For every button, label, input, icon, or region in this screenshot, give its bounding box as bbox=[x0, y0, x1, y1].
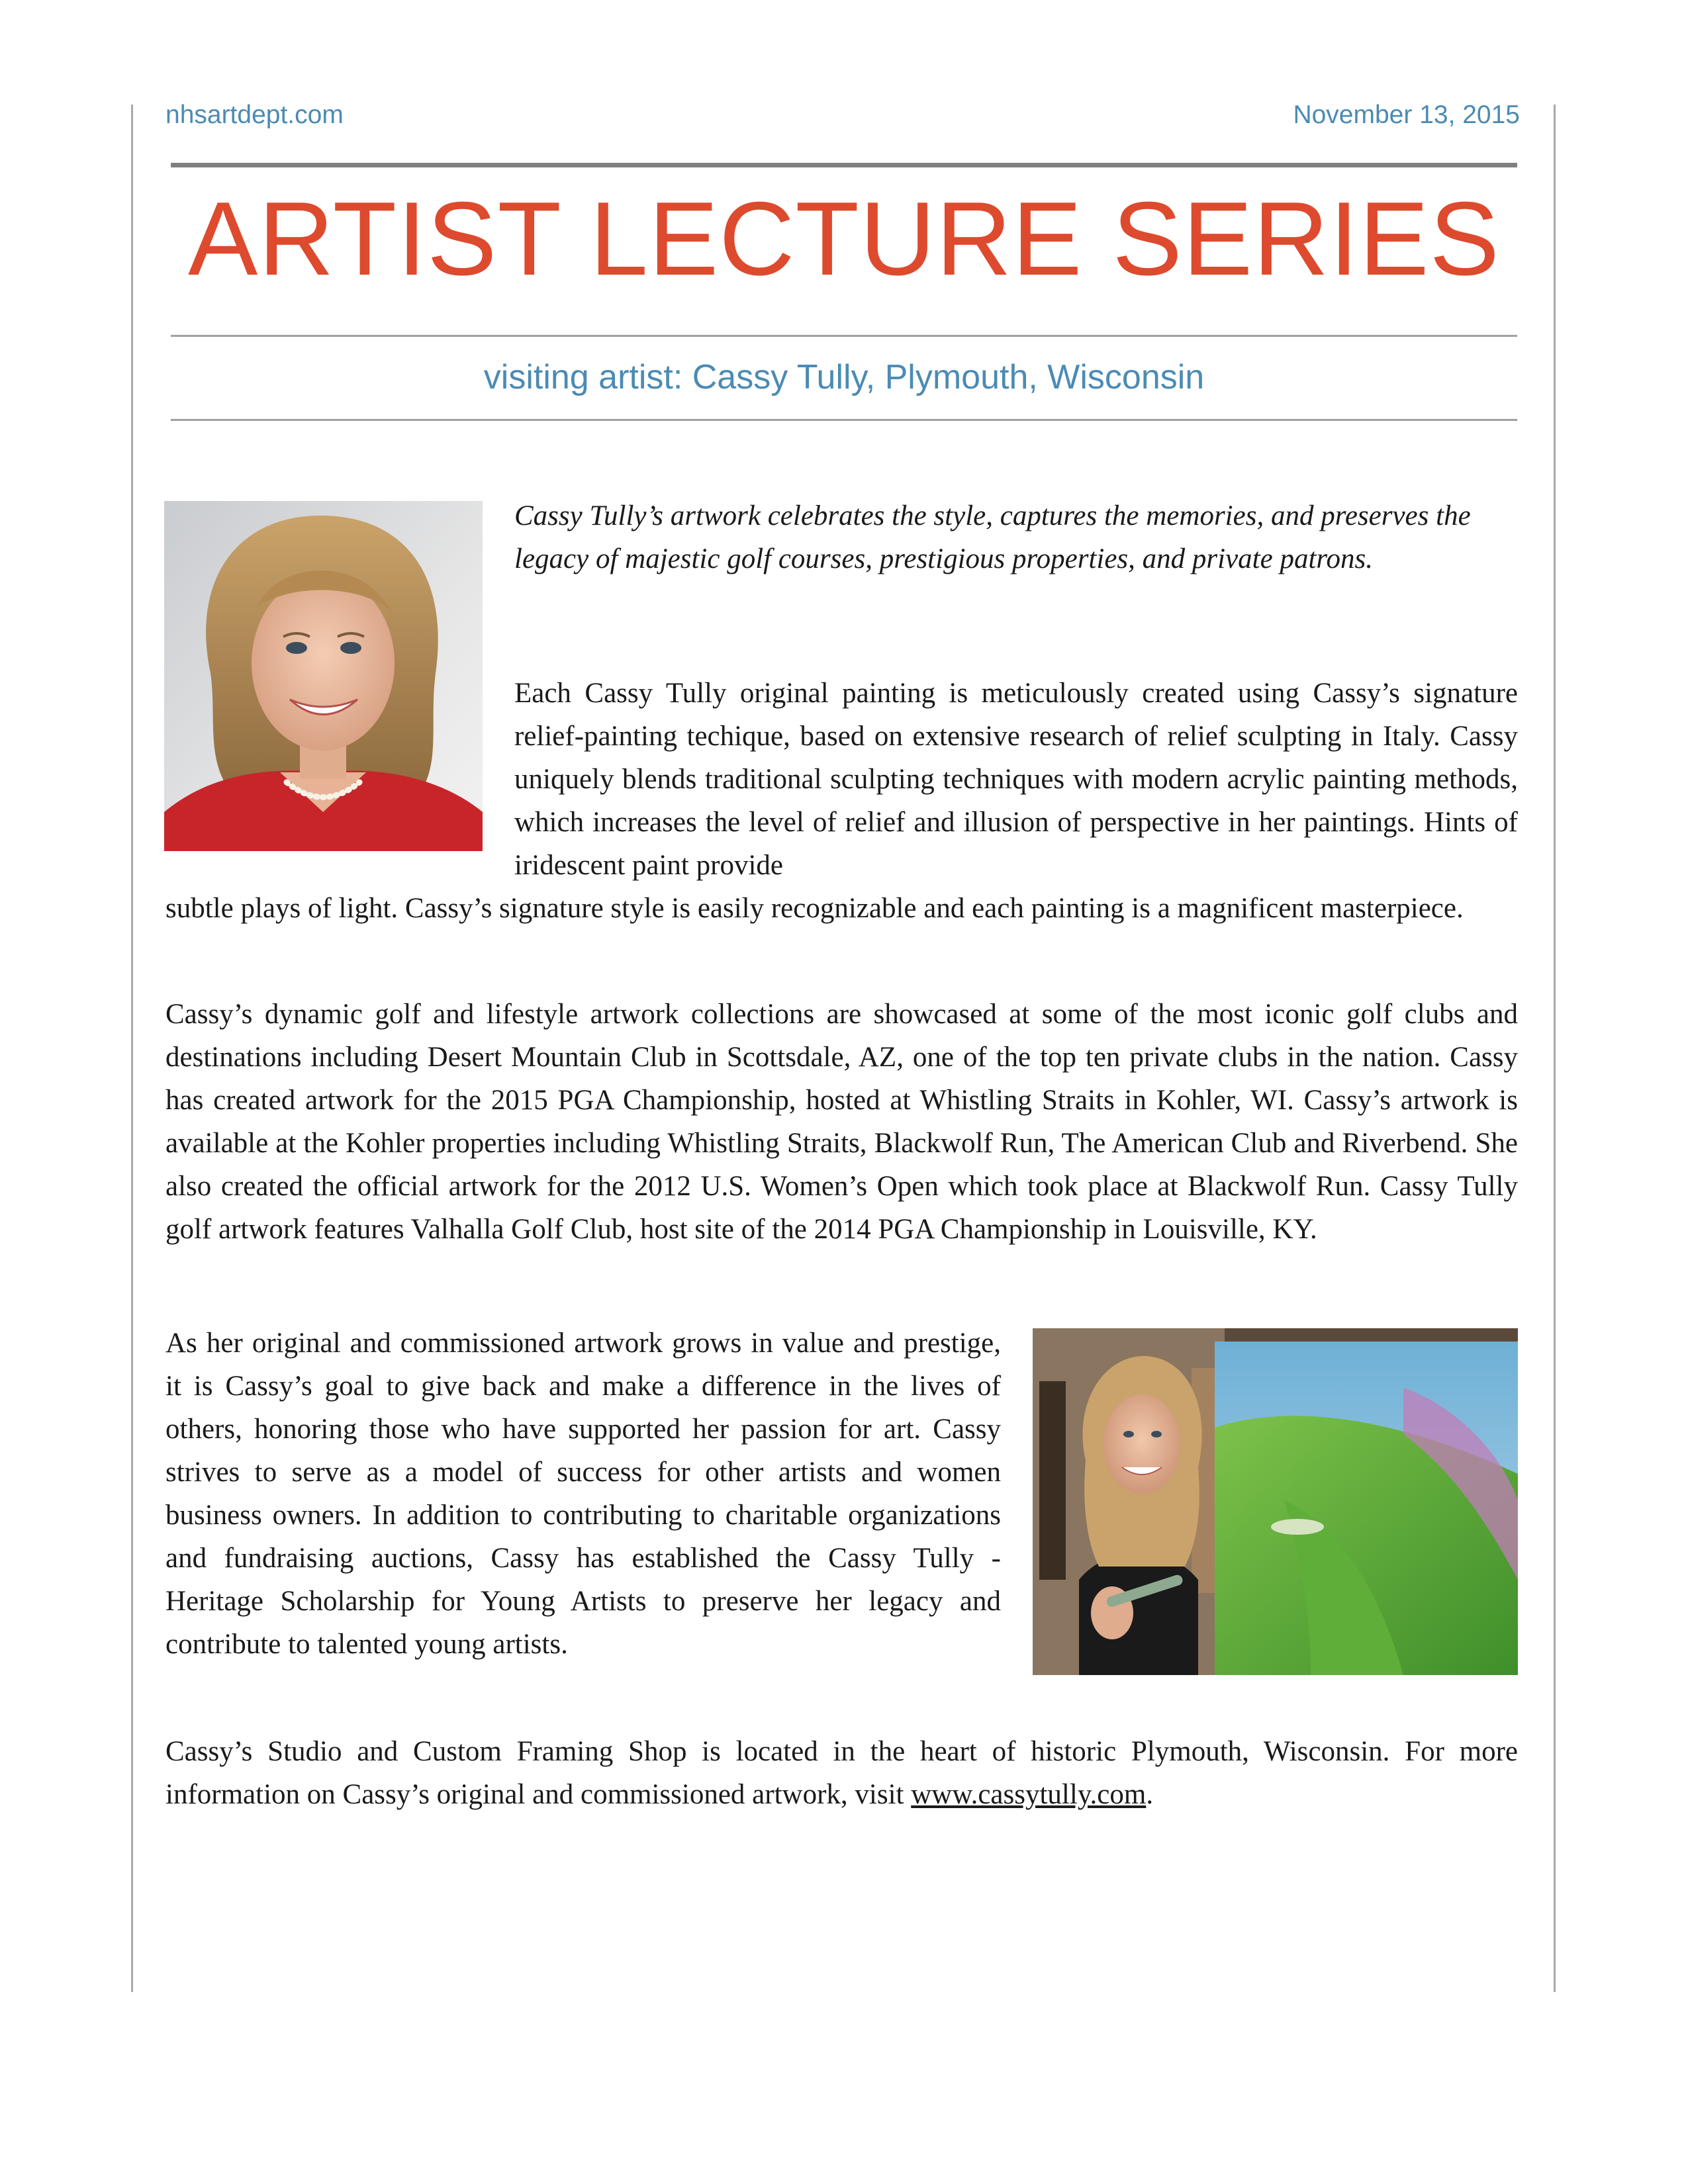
title-rule-bottom bbox=[171, 335, 1517, 337]
subtitle-rule-bottom bbox=[171, 419, 1517, 421]
artist-portrait-photo bbox=[164, 501, 483, 851]
paragraph-technique: Each Cassy Tully original painting is meticulously created using Cassy’s signature relief-painting techique, based on extensive research of relief sculpting in Italy. Cassy uniquely blends traditional sculpting techniques with modern acrylic painting methods, which increases the level of relief and illusion of perspective in her paintings. Hints of iridescent paint provide bbox=[514, 678, 1518, 881]
studio-text-end: . bbox=[1146, 1779, 1154, 1810]
paragraph-collections: Cassy’s dynamic golf and lifestyle artwork collections are showcased at some of the most iconic golf clubs and destinations including Desert Mountain Club in Scottsdale, AZ, one of the top ten private clubs in the nation. Cassy has created artwork for the 2015 PGA Championship, hosted at Whistling Straits in Kohler, WI. Cassy’s artwork is available at the Kohler properties including Whistling Straits, Blackwolf Run, The American Club and Riverbend. She also created the official artwork for the 2012 U.S. Women’s Open which took place at Blackwolf Run. Cassy Tully golf artwork features Valhalla Golf Club, host site of the 2014 PGA Championship in Louisville, KY. bbox=[165, 999, 1518, 1245]
website-link[interactable]: www.cassytully.com bbox=[911, 1779, 1147, 1810]
artist-studio-photo bbox=[1033, 1328, 1518, 1675]
paragraph-technique-continued: subtle plays of light. Cassy’s signature style is easily recognizable and each painting is a magnificent masterpiece. bbox=[165, 893, 1464, 924]
studio-text: Cassy’s Studio and Custom Framing Shop is located in the heart of historic Plymouth, Wisconsin. For more information on Cassy’s original and commissioned artwork, visit bbox=[165, 1736, 1518, 1810]
left-margin-line bbox=[131, 105, 133, 1992]
subtitle: visiting artist: Cassy Tully, Plymouth, Wisconsin bbox=[483, 358, 1205, 396]
header-rule bbox=[171, 163, 1517, 167]
right-margin-line bbox=[1554, 105, 1556, 1992]
publish-date: November 13, 2015 bbox=[1293, 101, 1520, 129]
site-name: nhsartdept.com bbox=[165, 101, 344, 129]
intro-quote: Cassy Tully’s artwork celebrates the style, captures the memories, and preserves the legacy of majestic golf courses, prestigious properties, and private patrons. bbox=[514, 500, 1471, 574]
paragraph-studio bbox=[165, 1730, 1518, 1816]
page-title: ARTIST LECTURE SERIES bbox=[188, 181, 1500, 297]
paragraph-giving-back: As her original and commissioned artwork grows in value and prestige, it is Cassy’s goal to give back and make a difference in the lives of others, honoring those who have supported her passion for art. Cassy strives to serve as a model of success for other artists and women business owners. In addition to contributing to charitable organizations and fundraising auctions, Cassy has established the Cassy Tully - Heritage Scholarship for Young Artists to preserve her legacy and contribute to talented young artists. bbox=[165, 1328, 1001, 1660]
